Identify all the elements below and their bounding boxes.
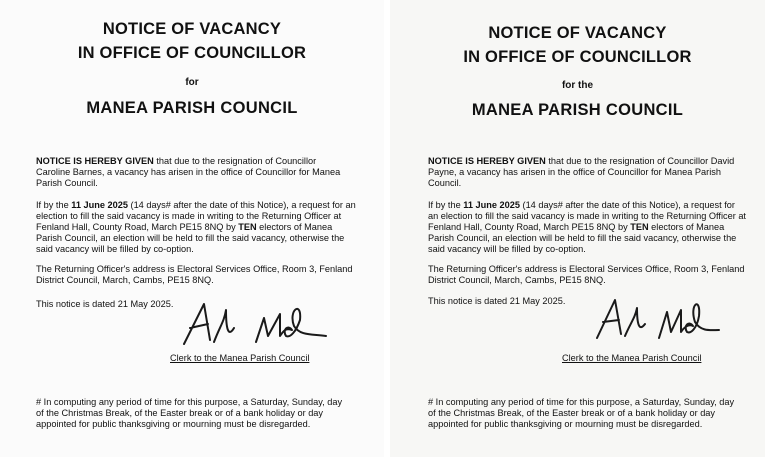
election-text-a: If by the bbox=[428, 200, 464, 210]
elector-count: TEN bbox=[630, 222, 649, 232]
notice-title-line2: IN OFFICE OF COUNCILLOR bbox=[463, 48, 692, 66]
elector-count: TEN bbox=[238, 222, 257, 232]
election-paragraph bbox=[36, 200, 358, 255]
notice-right bbox=[390, 0, 765, 457]
returning-officer-address: The Returning Officer's address is Electoral Services Office, Room 3, Fenland District Council, March, Cambs, PE15 8NQ. bbox=[428, 264, 745, 285]
resignation-text: that due to the resignation of Councillor Caroline Barnes, a vacancy has arisen in the office of Councillor for Manea Parish Council. bbox=[36, 156, 341, 188]
council-name: MANEA PARISH COUNCIL bbox=[471, 101, 684, 119]
clerk-signature bbox=[585, 282, 725, 352]
for-line: for the bbox=[561, 80, 594, 91]
footnote: # In computing any period of time for this purpose, a Saturday, Sunday, day of the Christmas Break, of the Easter break or of a bank holiday or day appointed for public thanksgiving or mourning must be disregarded. bbox=[36, 397, 343, 429]
notice-title-line2: IN OFFICE OF COUNCILLOR bbox=[77, 44, 307, 62]
election-text-c: electors of Manea Parish Council, an election will be held to fill the said vacancy, otherwise the said vacancy will be filled by co-option. bbox=[428, 222, 737, 254]
notice-title-line1: NOTICE OF VACANCY bbox=[488, 24, 667, 42]
notice-lead: NOTICE IS HEREBY GIVEN bbox=[36, 156, 154, 166]
notice-date: This notice is dated 21 May 2025. bbox=[428, 296, 566, 306]
election-text-c: electors of Manea Parish Council, an election will be held to fill the said vacancy, otherwise the said vacancy will be filled by co-option. bbox=[36, 222, 345, 254]
resignation-paragraph bbox=[428, 156, 738, 189]
notice-date: This notice is dated 21 May 2025. bbox=[36, 299, 174, 309]
council-name: MANEA PARISH COUNCIL bbox=[86, 99, 298, 117]
election-text-b: (14 days# after the date of this Notice), a request for an election to fill the said vacancy is made in writing to the Returning Officer at Fenland Hall, County Road, March PE15 8NQ by bbox=[428, 200, 746, 232]
deadline-date: 11 June 2025 bbox=[71, 200, 128, 210]
election-text-b: (14 days# after the date of this Notice), a request for an election to fill the said vacancy is made in writing to the Returning Officer at Fenland Hall, County Road, March PE15 8NQ by bbox=[36, 200, 356, 232]
footnote: # In computing any period of time for this purpose, a Saturday, Sunday, day of the Christmas Break, of the Easter break or of a bank holiday or day appointed for public thanksgiving or mourning must be disregarded. bbox=[428, 397, 735, 429]
election-paragraph bbox=[428, 200, 746, 255]
notice-title-line1: NOTICE OF VACANCY bbox=[102, 20, 282, 38]
deadline-date: 11 June 2025 bbox=[463, 200, 520, 210]
resignation-text: that due to the resignation of Councillor David Payne, a vacancy has arisen in the office of Councillor for Manea Parish Council. bbox=[428, 156, 735, 188]
clerk-signature bbox=[170, 280, 340, 360]
clerk-title: Clerk to the Manea Parish Council bbox=[562, 353, 702, 363]
resignation-paragraph bbox=[36, 156, 352, 189]
returning-officer-address: The Returning Officer's address is Electoral Services Office, Room 3, Fenland District Council, March, Cambs, PE15 8NQ. bbox=[36, 264, 353, 285]
election-text-a: If by the bbox=[36, 200, 72, 210]
for-line: for bbox=[185, 77, 199, 88]
notice-lead: NOTICE IS HEREBY GIVEN bbox=[428, 156, 546, 166]
clerk-title: Clerk to the Manea Parish Council bbox=[170, 353, 310, 363]
